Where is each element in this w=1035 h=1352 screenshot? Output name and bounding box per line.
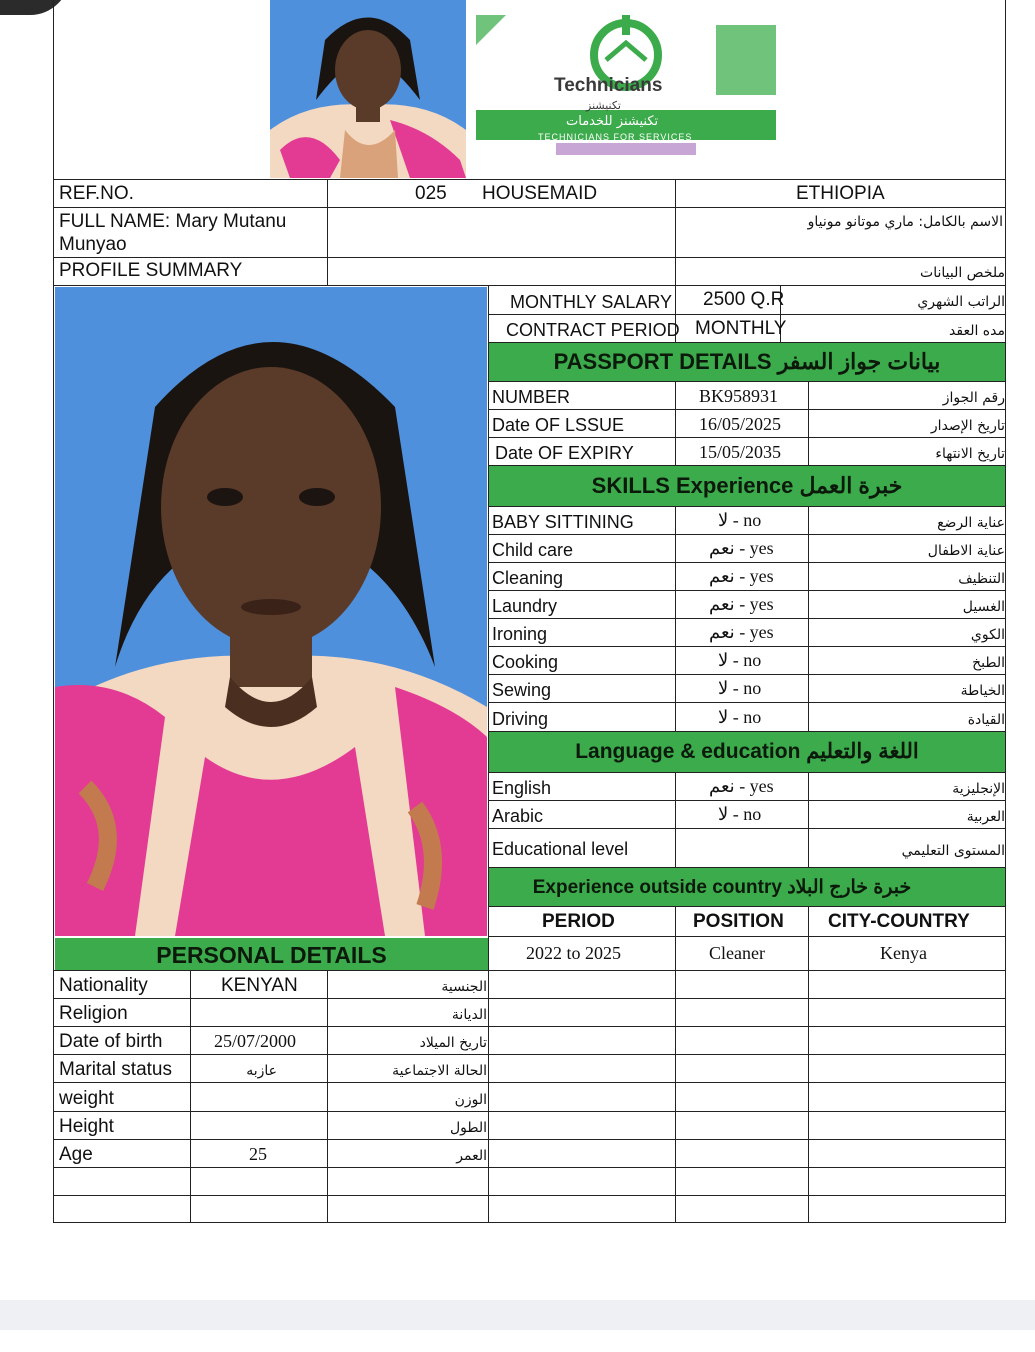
- bottom-bar: [0, 1300, 1035, 1330]
- passport-number-label: NUMBER: [492, 387, 571, 407]
- language-ar: الإنجليزية: [952, 781, 1005, 797]
- skill-ar: الخياطة: [960, 683, 1005, 699]
- personal-label: Nationality: [59, 975, 148, 996]
- personal-value: 25/07/2000: [214, 1031, 297, 1051]
- personal-label: Marital status: [59, 1059, 172, 1080]
- company-logo: [476, 15, 776, 165]
- passport-number-ar: رقم الجواز: [942, 390, 1005, 406]
- profile-summary-label: PROFILE SUMMARY: [59, 260, 243, 281]
- full-name-label: FULL NAME: Mary Mutanu: [59, 211, 287, 232]
- personal-ar: الوزن: [454, 1092, 487, 1108]
- full-name-label-2: Munyao: [59, 234, 127, 255]
- skill-label: Ironing: [492, 624, 548, 644]
- profile-summary-ar: ملخص البيانات: [920, 265, 1005, 281]
- personal-ar: تاريخ الميلاد: [419, 1035, 487, 1051]
- experience-header-position: POSITION: [693, 911, 784, 932]
- experience-header-period: PERIOD: [542, 911, 615, 932]
- skill-value: لا - no: [718, 707, 762, 727]
- language-label: Arabic: [492, 806, 544, 826]
- language-value: لا - no: [718, 804, 762, 824]
- personal-title: PERSONAL DETAILS: [156, 942, 387, 968]
- skill-ar: عناية الاطفال: [927, 543, 1005, 559]
- personal-ar: الطول: [449, 1120, 487, 1136]
- experience-header-country: CITY-COUNTRY: [828, 911, 970, 932]
- skill-value: لا - no: [718, 678, 762, 698]
- personal-label: Religion: [59, 1003, 128, 1024]
- ref-label: REF.NO.: [59, 183, 134, 204]
- skill-value: لا - no: [718, 650, 762, 670]
- issue-date-label: Date OF LSSUE: [492, 415, 625, 435]
- expiry-date-label: Date OF EXPIRY: [495, 443, 634, 463]
- logo-line-en: TECHNICIANS FOR SERVICES: [538, 132, 693, 142]
- personal-label: weight: [59, 1088, 114, 1109]
- skill-label: Cleaning: [492, 568, 564, 588]
- personal-ar: الجنسية: [441, 979, 487, 995]
- position-applied: HOUSEMAID: [482, 183, 598, 204]
- skills-title: SKILLS Experience خبرة العمل: [591, 473, 903, 498]
- experience-title: Experience outside country خبرة خارج البلاد: [532, 877, 912, 898]
- language-ar: العربية: [966, 809, 1005, 825]
- language-title: Language & education اللغة والتعليم: [575, 740, 919, 763]
- personal-value: KENYAN: [221, 975, 298, 996]
- skill-ar: عناية الرضع: [937, 515, 1005, 531]
- personal-label: Age: [59, 1144, 93, 1165]
- skill-ar: القيادة: [967, 712, 1005, 728]
- issue-date-value: 16/05/2025: [699, 414, 782, 434]
- skill-ar: الغسيل: [962, 599, 1005, 615]
- monthly-salary-value: 2500 Q.R: [703, 289, 785, 310]
- contract-period-value: MONTHLY: [695, 318, 787, 339]
- experience-period: 2022 to 2025: [526, 943, 622, 963]
- logo-brand: Technicians: [554, 75, 663, 96]
- language-value: نعم - yes: [709, 776, 774, 796]
- logo-brand-ar: تكنيشنز: [586, 99, 621, 112]
- monthly-salary-ar: الراتب الشهري: [917, 294, 1005, 310]
- logo-line-ar: تكنيشنز للخدمات: [566, 114, 659, 129]
- personal-label: Date of birth: [59, 1031, 163, 1052]
- personal-value: 25: [249, 1144, 267, 1164]
- contract-period-ar: مده العقد: [949, 323, 1005, 339]
- education-label: Educational level: [492, 839, 629, 859]
- small-photo: [270, 0, 466, 178]
- skill-label: Driving: [492, 709, 549, 729]
- skill-value: نعم - yes: [709, 566, 774, 586]
- ref-value: 025: [415, 183, 447, 204]
- skill-label: Cooking: [492, 652, 559, 672]
- skill-ar: الطبخ: [972, 655, 1005, 671]
- skill-value: نعم - yes: [709, 538, 774, 558]
- language-label: English: [492, 778, 552, 798]
- personal-ar: العمر: [456, 1148, 487, 1164]
- experience-country: Kenya: [880, 943, 927, 963]
- expiry-date-value: 15/05/2035: [699, 442, 782, 462]
- window-corner: [0, 0, 70, 15]
- personal-ar: الديانة: [451, 1007, 487, 1023]
- skill-label: BABY SITTINING: [492, 512, 634, 532]
- passport-title: PASSPORT DETAILS بيانات جواز السفر: [553, 349, 941, 374]
- contract-period-label: CONTRACT PERIOD: [506, 320, 680, 340]
- experience-position: Cleaner: [709, 943, 765, 963]
- personal-ar: الحالة الاجتماعية: [392, 1063, 487, 1079]
- expiry-date-ar: تاريخ الانتهاء: [935, 446, 1005, 462]
- skill-ar: الكوي: [970, 627, 1005, 643]
- skill-value: نعم - yes: [709, 594, 774, 614]
- skill-value: لا - no: [718, 510, 762, 530]
- skill-label: Sewing: [492, 680, 552, 700]
- skill-label: Laundry: [492, 596, 558, 616]
- personal-label: Height: [59, 1116, 114, 1137]
- skill-ar: التنظيف: [958, 571, 1005, 587]
- monthly-salary-label: MONTHLY SALARY: [510, 292, 673, 312]
- skill-value: نعم - yes: [709, 622, 774, 642]
- passport-number-value: BK958931: [699, 386, 779, 406]
- personal-value: عازبه: [246, 1063, 277, 1079]
- country: ETHIOPIA: [796, 183, 885, 204]
- education-ar: المستوى التعليمي: [901, 843, 1005, 859]
- issue-date-ar: تاريخ الإصدار: [930, 418, 1005, 434]
- skill-label: Child care: [492, 540, 574, 560]
- main-photo: [55, 287, 487, 936]
- full-name-ar: الاسم بالكامل: ماري موتانو مونياو: [807, 214, 1003, 230]
